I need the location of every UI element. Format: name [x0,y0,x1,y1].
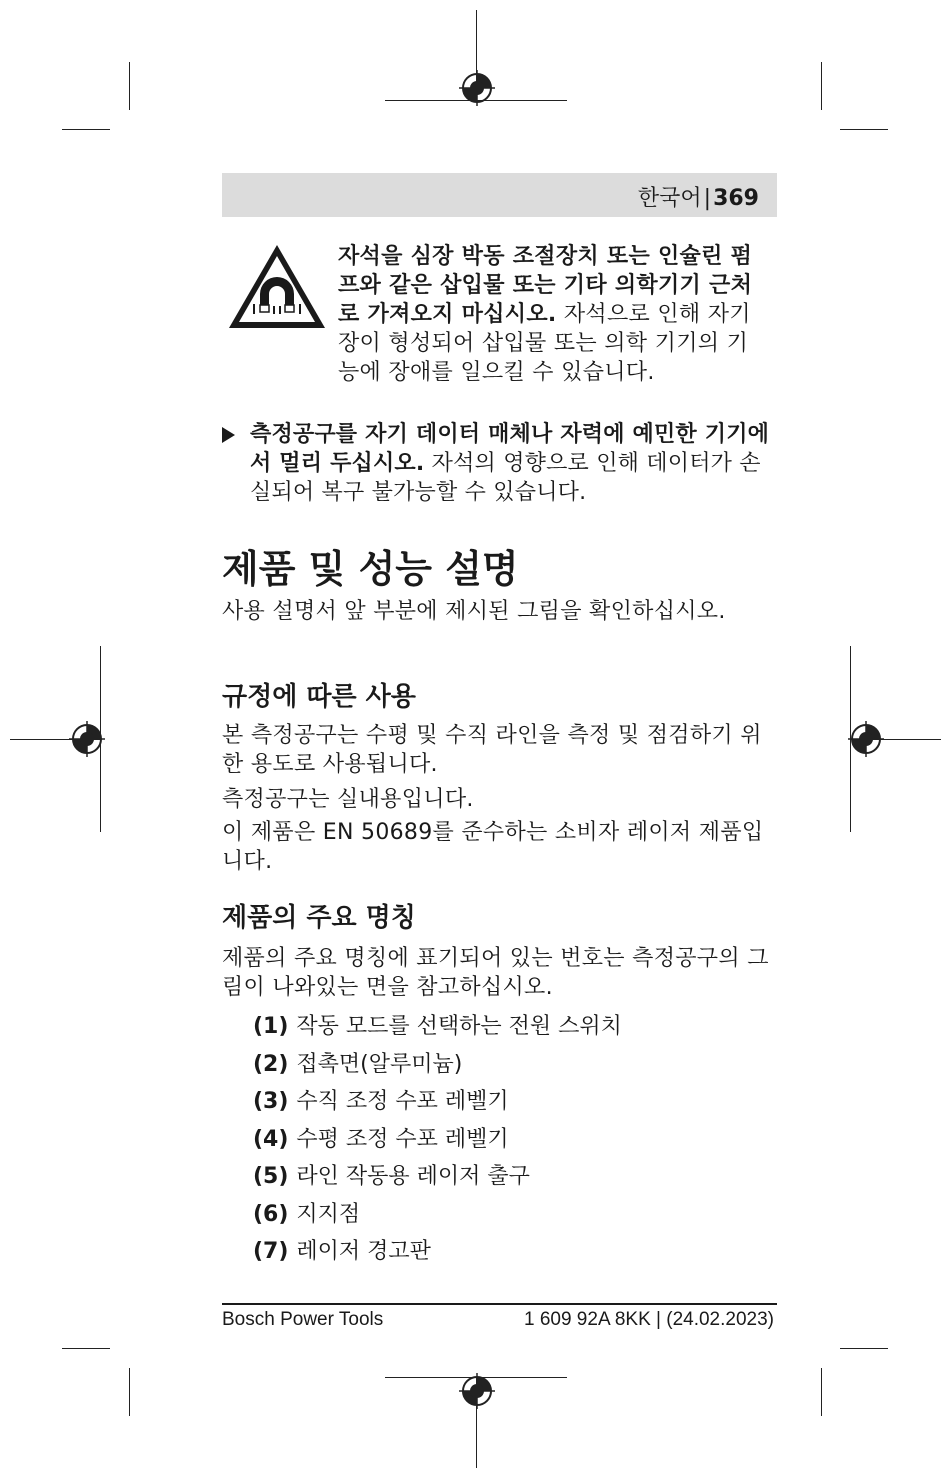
bullet-bold-text: 측정공구를 자기 데이터 매체나 자력에 예민한 기기에서 멀리 두십시오. [250,422,770,476]
list-item [253,1233,773,1271]
registration-mark-icon [459,70,495,106]
item-label: 작동 모드를 선택하는 전원 스위치 [296,1014,622,1039]
item-number: (6) [253,1201,289,1227]
safety-bullet [222,420,777,507]
section-intro: 사용 설명서 앞 부분에 제시된 그림을 확인하십시오. [222,599,726,624]
item-label: 접촉면(알루미늄) [296,1051,463,1077]
item-label: 수직 조정 수포 레벨기 [296,1089,509,1114]
item-number: (1) [253,1014,289,1039]
crop-mark [840,1348,888,1349]
item-number: (2) [253,1051,289,1077]
triangle-bullet-icon [222,427,235,443]
item-number: (5) [253,1164,289,1189]
intended-use-paragraph: 본 측정공구는 수평 및 수직 라인을 측정 및 점검하기 위한 용도로 사용됩니다. [222,723,762,777]
crop-mark [821,1368,822,1416]
header-separator: | [703,186,712,211]
list-item [253,1158,773,1196]
intended-use-heading: 규정에 따른 사용 [222,682,416,712]
item-number: (3) [253,1089,289,1114]
section-title: 제품 및 성능 설명 [222,547,519,591]
crop-mark [821,62,822,110]
item-label: 레이저 경고판 [296,1239,431,1264]
registration-mark-icon [69,721,105,757]
header-language: 한국어 [637,186,702,211]
bullet-text [250,420,777,507]
list-item [253,1008,773,1046]
components-intro: 제품의 주요 명칭에 표기되어 있는 번호는 측정공구의 그림이 나와있는 면을 참고하십시오. [222,946,769,1000]
list-item [253,1046,773,1084]
intended-use-paragraph: 측정공구는 실내용입니다. [222,787,474,812]
page-header [222,173,777,217]
list-item [253,1083,773,1121]
crop-mark [840,129,888,130]
list-item [253,1121,773,1159]
footer-doc-id: 1 609 92A 8KK | (24.02.2023) [523,1309,774,1330]
magnet-warning-text [338,242,768,387]
components-heading: 제품의 주요 명칭 [222,903,416,933]
warning-text: 자석으로 인해 자기장이 형성되어 삽입물 또는 의학 기기의 기능에 장애를 일으킬 수 있습니다. [338,302,751,385]
crop-mark [62,1348,110,1349]
item-number: (7) [253,1239,289,1264]
components-list [253,1008,773,1271]
crop-mark [129,1368,130,1416]
footer-brand: Bosch Power Tools [222,1309,384,1330]
page-number: 369 [713,186,759,211]
registration-mark-icon [848,721,884,757]
registration-mark-icon [459,1373,495,1409]
crop-mark [62,129,110,130]
item-label: 수평 조정 수포 레벨기 [296,1126,509,1152]
item-label: 라인 작동용 레이저 출구 [296,1164,530,1189]
item-label: 지지점 [296,1201,361,1227]
intended-use-paragraph: 이 제품은 EN 50689를 준수하는 소비자 레이저 제품입니다. [222,820,764,874]
list-item [253,1196,773,1234]
footer-divider [222,1303,777,1305]
header-text [638,181,759,212]
crop-mark [129,62,130,110]
bullet-plain-text: 자석의 영향으로 인해 데이터가 손실되어 복구 불가능할 수 있습니다. [250,451,761,505]
warning-bold-text: 자석을 심장 박동 조절장치 또는 인슐린 펌프와 같은 삽입물 또는 기타 의학기기 근처로 가져오지 마십시오. [338,244,753,327]
magnet-warning-icon [226,242,328,332]
item-number: (4) [253,1126,289,1152]
